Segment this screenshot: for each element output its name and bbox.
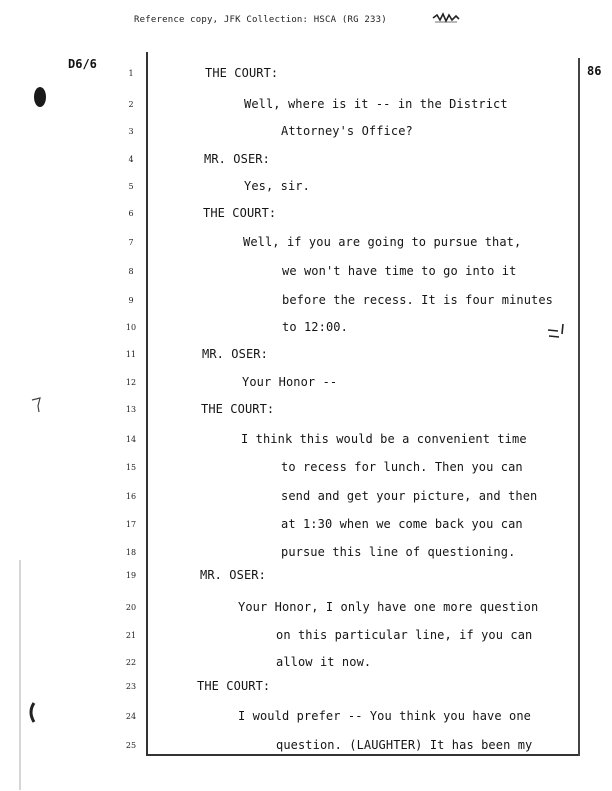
line-number: 13	[125, 405, 137, 414]
line-number: 8	[128, 267, 134, 276]
scan-speck-icon	[30, 392, 44, 414]
margin-rule-left	[146, 52, 148, 756]
line-number: 7	[128, 238, 134, 247]
binder-hole-mark-icon	[24, 700, 40, 726]
line-number: 5	[128, 182, 134, 191]
line-number: 3	[128, 127, 134, 136]
transcript-line: MR. OSER:	[204, 152, 270, 166]
line-number: 6	[128, 209, 134, 218]
transcript-line: allow it now.	[276, 655, 372, 669]
transcript-line: Your Honor, I only have one more question	[238, 600, 539, 614]
line-number: 11	[125, 350, 137, 359]
transcript-line: Well, where is it -- in the District	[244, 97, 508, 111]
transcript-line: Attorney's Office?	[281, 124, 413, 138]
transcript-line: Yes, sir.	[244, 179, 310, 193]
transcript-line: question. (LAUGHTER) It has been my	[276, 738, 533, 752]
transcript-line: Well, if you are going to pursue that,	[243, 235, 522, 249]
transcript-line: send and get your picture, and then	[281, 489, 538, 503]
transcript-line: on this particular line, if you can	[276, 628, 533, 642]
line-number: 24	[125, 712, 137, 721]
line-number: 21	[125, 631, 137, 640]
line-number: 10	[125, 323, 137, 332]
line-number: 1	[128, 69, 134, 78]
line-number: 18	[125, 548, 137, 557]
transcript-line: MR. OSER:	[202, 347, 268, 361]
transcript-line: pursue this line of questioning.	[281, 545, 516, 559]
margin-rule-right	[578, 58, 580, 756]
line-number: 4	[128, 155, 134, 164]
reference-header: Reference copy, JFK Collection: HSCA (RG 233)	[134, 15, 387, 25]
line-number: 19	[125, 571, 137, 580]
transcript-line: MR. OSER:	[200, 568, 266, 582]
line-number: 25	[125, 741, 137, 750]
transcript-line: THE COURT:	[201, 402, 275, 416]
line-number: 20	[125, 603, 137, 612]
transcript-line: THE COURT:	[205, 66, 279, 80]
line-number: 14	[125, 435, 137, 444]
transcript-line: before the recess. It is four minutes	[282, 293, 554, 307]
transcript-line: I would prefer -- You think you have one	[238, 709, 531, 723]
margin-rule-bottom	[146, 754, 580, 756]
transcript-line: Your Honor --	[242, 375, 338, 389]
handwritten-scribble-icon	[432, 12, 460, 24]
transcript-line: at 1:30 when we come back you can	[281, 517, 523, 531]
document-id: D6/6	[68, 57, 97, 71]
page-number: 86	[587, 64, 602, 78]
transcript-line: to recess for lunch. Then you can	[281, 460, 523, 474]
line-number: 22	[125, 658, 137, 667]
transcript-line: to 12:00.	[282, 320, 348, 334]
transcript-line: we won't have time to go into it	[282, 264, 517, 278]
binder-hole-mark-icon	[32, 86, 46, 108]
line-number: 2	[128, 100, 134, 109]
transcript-line: THE COURT:	[197, 679, 271, 693]
transcript-line: I think this would be a convenient time	[241, 432, 527, 446]
line-number: 23	[125, 682, 137, 691]
line-number: 15	[125, 463, 137, 472]
line-number: 12	[125, 378, 137, 387]
transcript-line: THE COURT:	[203, 206, 277, 220]
scan-speck-icon	[546, 322, 568, 342]
scan-edge-line-icon	[18, 560, 22, 790]
line-number: 9	[128, 296, 134, 305]
line-number: 16	[125, 492, 137, 501]
line-number: 17	[125, 520, 137, 529]
